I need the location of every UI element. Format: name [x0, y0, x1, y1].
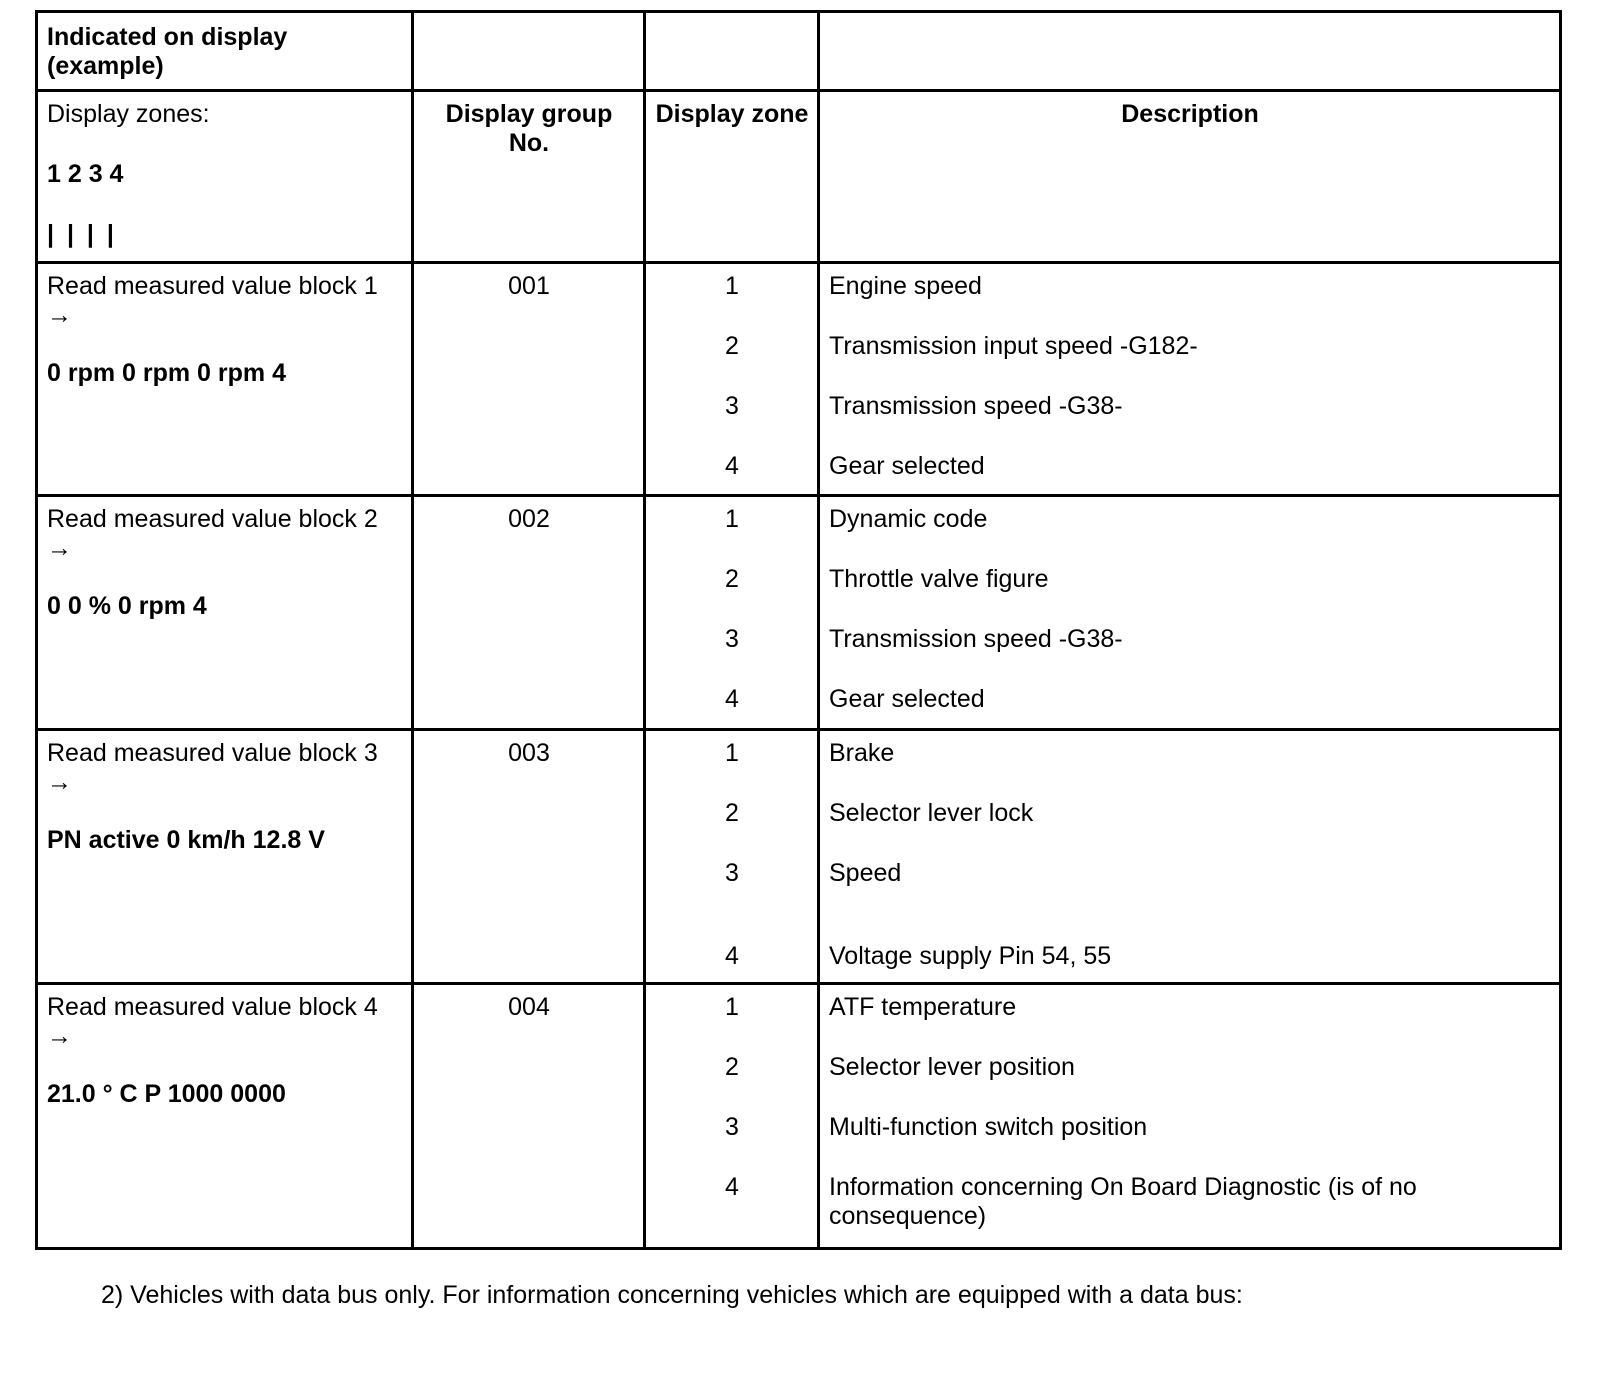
display-zones-digits: 1 2 3 4: [47, 160, 124, 189]
block-readout: 0 0 % 0 rpm 4: [47, 592, 207, 621]
table-title-cell: [37, 12, 413, 91]
arrow-icon: →: [47, 534, 72, 563]
description-cell: [819, 984, 1561, 1249]
description-cell: [819, 729, 1561, 984]
table-row: [37, 262, 1561, 496]
zone-number: 2: [725, 798, 739, 827]
column-header-row: [37, 91, 1561, 262]
zone-cell: [645, 262, 819, 496]
zone-number: 4: [725, 1173, 739, 1202]
footnote: 2) Vehicles with data bus only. For information concerning vehicles which are equipped with a data bus:: [101, 1281, 1243, 1309]
description-cell: [819, 496, 1561, 730]
description-text: ATF temperature: [829, 993, 1017, 1022]
block-readout: 0 rpm 0 rpm 0 rpm 4: [47, 358, 286, 387]
zone-number: 1: [725, 271, 739, 300]
description-text: Speed: [829, 858, 902, 887]
arrow-icon: →: [47, 300, 72, 329]
empty-cell: [413, 12, 645, 91]
display-zones-bars: | | | |: [47, 220, 117, 249]
block-cell: [37, 729, 413, 984]
zone-number: 2: [725, 331, 739, 360]
zone-number: 1: [725, 505, 739, 534]
description-text: Transmission speed -G38-: [829, 391, 1123, 420]
zone-cell: [645, 496, 819, 730]
description-text: Gear selected: [829, 685, 985, 714]
group-number: 001: [508, 271, 550, 300]
block-label: Read measured value block 1: [47, 271, 378, 300]
zone-number: 1: [725, 993, 739, 1022]
zone-number: 2: [725, 565, 739, 594]
group-number: 002: [508, 505, 550, 534]
zone-number: 4: [725, 685, 739, 714]
block-cell: [37, 984, 413, 1249]
block-cell: [37, 262, 413, 496]
measured-value-table: [35, 10, 1562, 1250]
group-number-cell: [413, 262, 645, 496]
table-row: [37, 496, 1561, 730]
empty-cell: [645, 12, 819, 91]
zone-number: 1: [725, 738, 739, 767]
description-text: Selector lever lock: [829, 798, 1034, 827]
description-text: Gear selected: [829, 451, 985, 480]
block-label: Read measured value block 3: [47, 738, 378, 767]
description-text: Throttle valve figure: [829, 565, 1049, 594]
block-readout: PN active 0 km/h 12.8 V: [47, 825, 325, 854]
description-text: Transmission speed -G38-: [829, 625, 1123, 654]
description-text: Selector lever position: [829, 1053, 1075, 1082]
zone-cell: [645, 729, 819, 984]
zone-number: 4: [725, 451, 739, 480]
block-label: Read measured value block 2: [47, 505, 378, 534]
description-text: Engine speed: [829, 271, 982, 300]
description-text: Dynamic code: [829, 505, 988, 534]
table-row: [37, 984, 1561, 1249]
table-title: Indicated on display (example): [47, 23, 288, 80]
column-header-description: Description: [819, 91, 1561, 262]
block-label: Read measured value block 4: [47, 993, 378, 1022]
description-text: Information concerning On Board Diagnostic (is of no consequence): [829, 1173, 1417, 1231]
column-header-group: Display group No.: [413, 91, 645, 262]
description-cell: [819, 262, 1561, 496]
description-text: Voltage supply Pin 54, 55: [829, 941, 1112, 970]
empty-cell: [819, 12, 1561, 91]
table-title-row: [37, 12, 1561, 91]
zone-number: 3: [725, 391, 739, 420]
group-number: 004: [508, 993, 550, 1022]
zone-number: 4: [725, 941, 739, 970]
zone-number: 3: [725, 858, 739, 887]
description-text: Brake: [829, 738, 895, 767]
arrow-icon: →: [47, 1022, 72, 1051]
description-text: Multi-function switch position: [829, 1113, 1148, 1142]
column-header-zone: Display zone: [645, 91, 819, 262]
zone-number: 3: [725, 625, 739, 654]
description-text: Transmission input speed -G182-: [829, 331, 1198, 360]
block-cell: [37, 496, 413, 730]
display-zones-label: Display zones:: [47, 100, 210, 129]
zone-number: 3: [725, 1113, 739, 1142]
arrow-icon: →: [47, 767, 72, 796]
block-readout: 21.0 ° C P 1000 0000: [47, 1080, 286, 1109]
display-zones-cell: [37, 91, 413, 262]
zone-number: 2: [725, 1053, 739, 1082]
zone-cell: [645, 984, 819, 1249]
group-number-cell: [413, 729, 645, 984]
group-number: 003: [508, 738, 550, 767]
table-row: [37, 729, 1561, 984]
group-number-cell: [413, 496, 645, 730]
group-number-cell: [413, 984, 645, 1249]
